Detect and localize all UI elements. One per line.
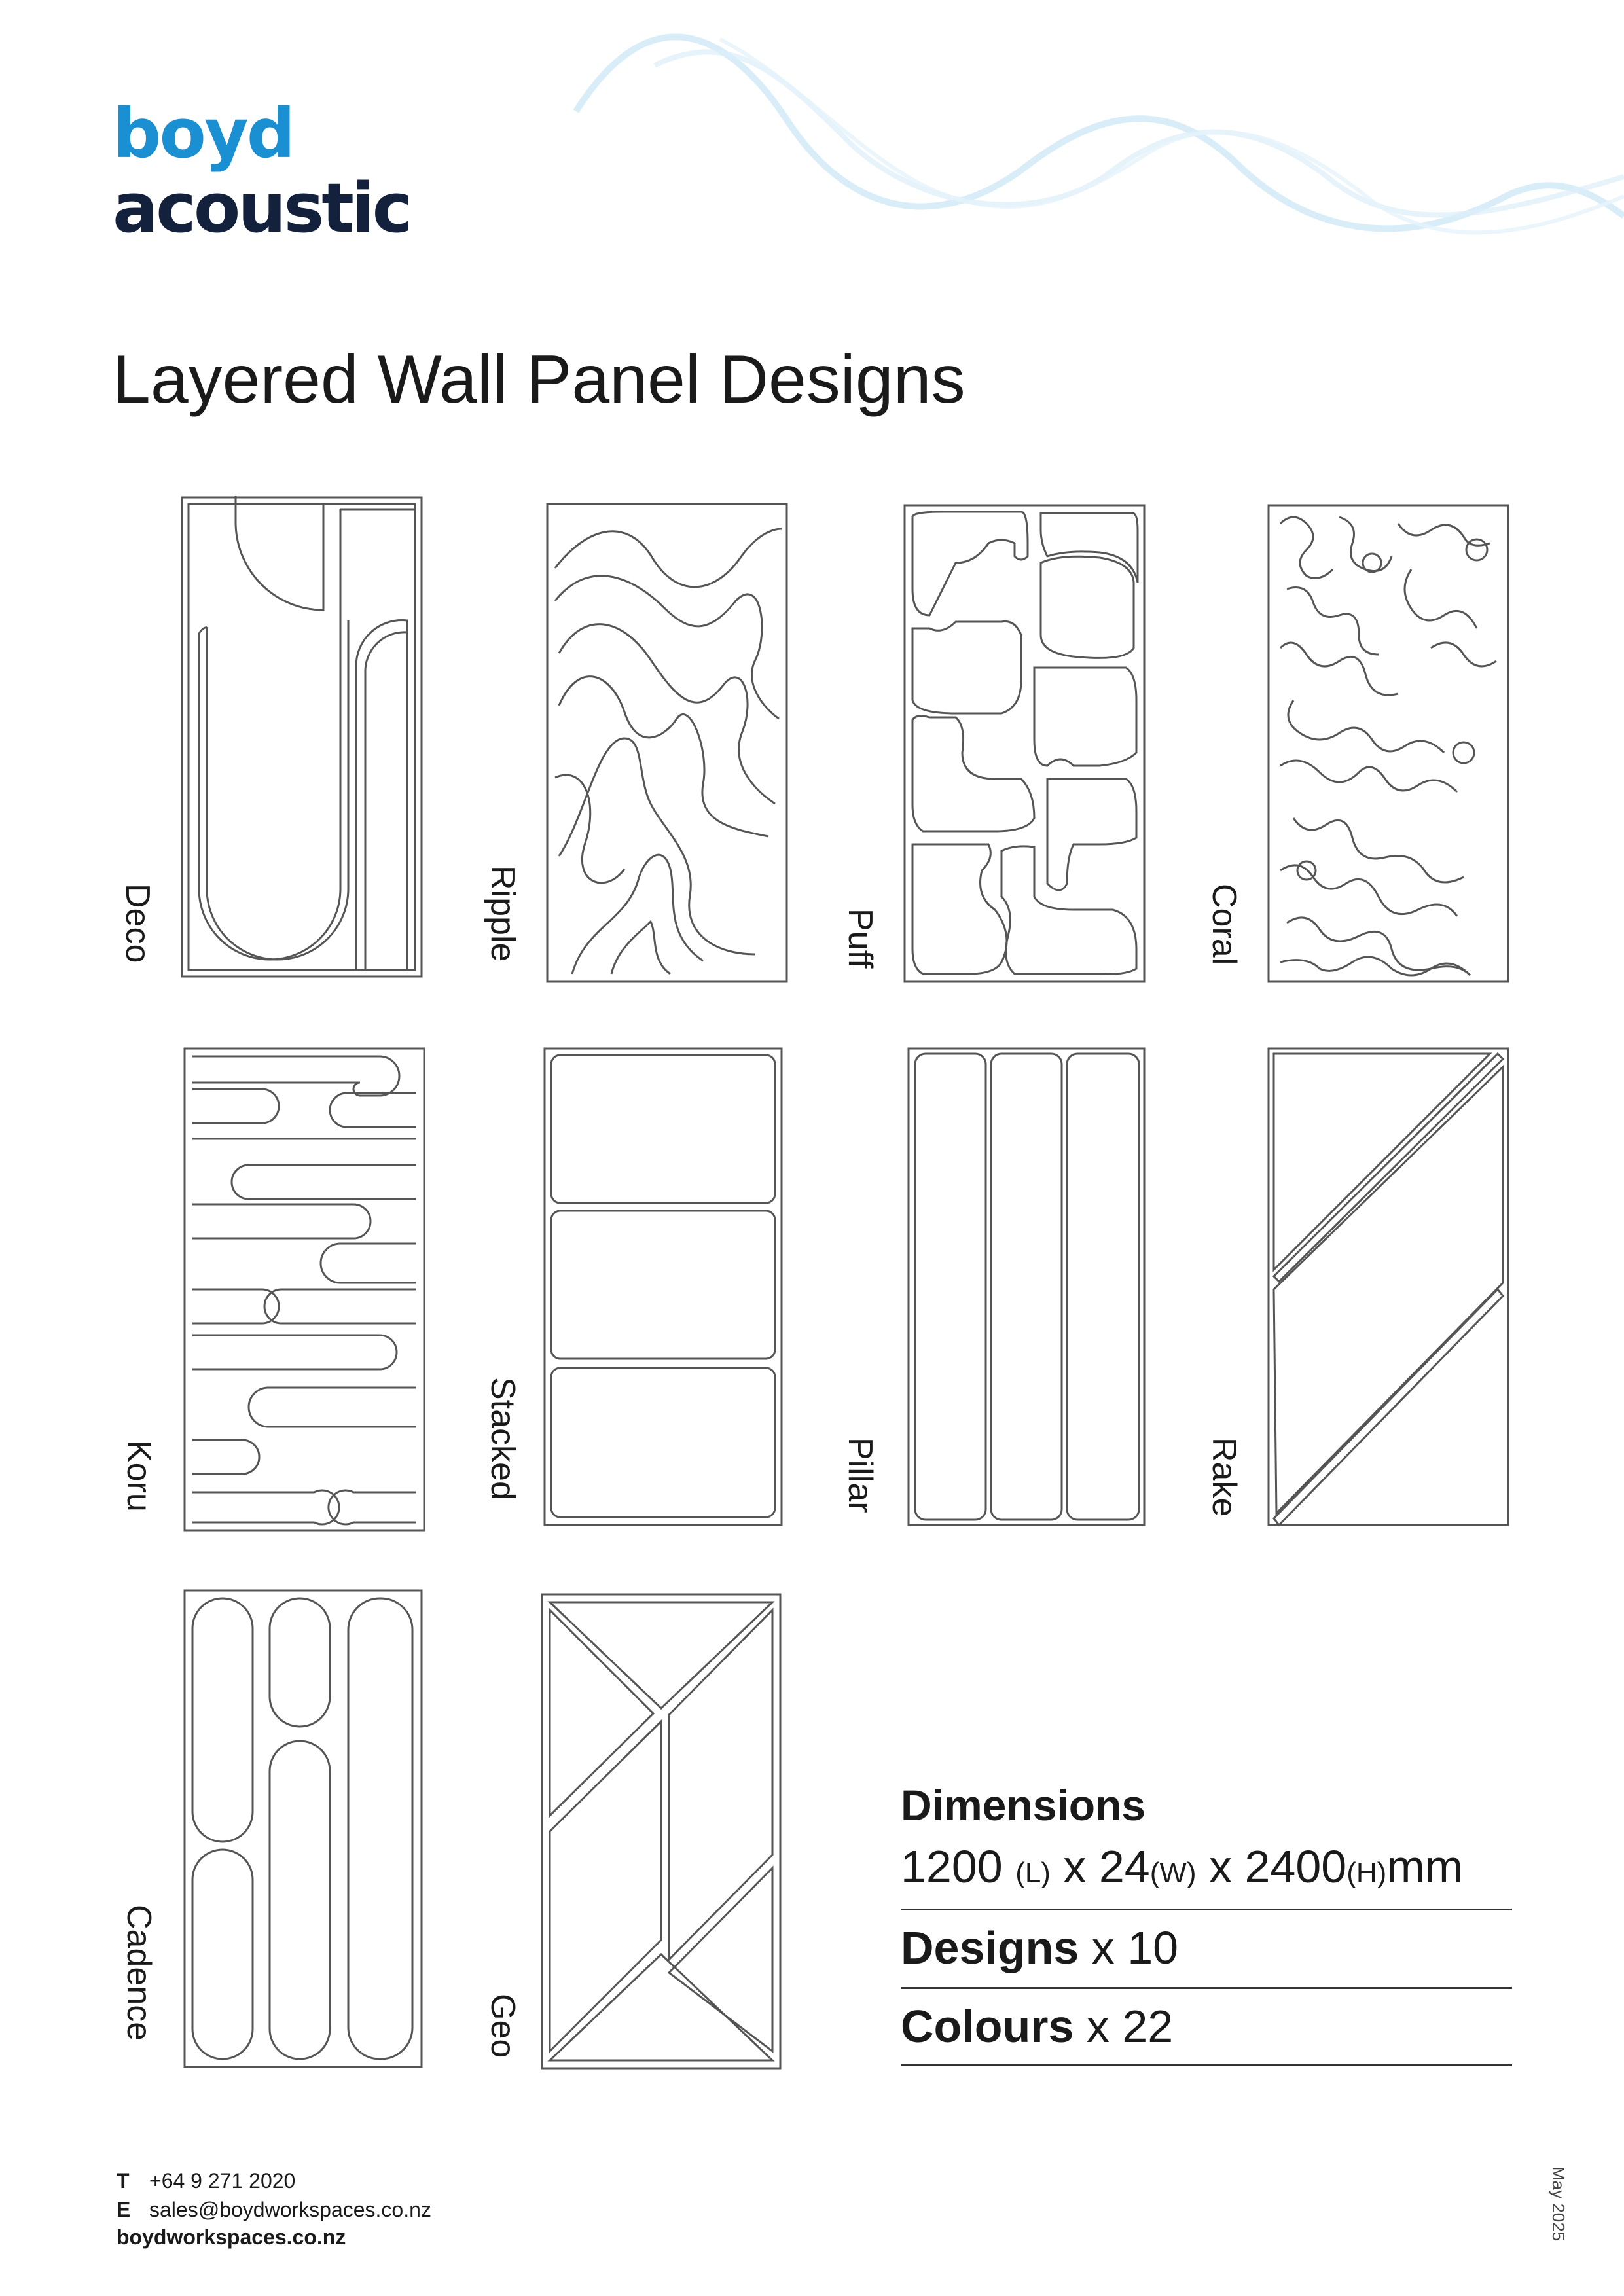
website-link[interactable]: boydworkspaces.co.nz [117,2225,346,2249]
design-label-geo: Geo [484,1994,522,2058]
panel-ripple-illustration [546,503,788,983]
dimensions-value [901,1840,1463,1899]
publication-date: May 2025 [1549,2166,1568,2242]
panel-cadence-illustration [183,1589,423,2068]
height-unit: (H) [1346,1857,1387,1889]
design-label-stacked: Stacked [484,1377,522,1500]
design-label-puff: Puff [841,908,879,969]
times-sign: x [1209,1841,1233,1892]
length-value: 1200 [901,1841,1003,1892]
design-label-deco: Deco [118,884,156,963]
email-label: E [117,2198,131,2221]
times-sign: x [1063,1841,1087,1892]
brand-logo-line-1: boyd [113,94,294,173]
email-link[interactable]: sales@boydworkspaces.co.nz [149,2198,431,2221]
panel-pillar-illustration [907,1047,1146,1526]
phone-label: T [117,2169,130,2193]
colours-label: Colours [901,2001,1074,2052]
brand-logo-line-2: acoustic [113,168,410,248]
design-label-rake: Rake [1205,1437,1243,1517]
height-value: 2400 [1244,1841,1347,1892]
design-label-pillar: Pillar [841,1437,879,1513]
panel-koru-illustration [183,1047,425,1532]
panel-stacked-illustration [543,1047,783,1526]
panel-coral-illustration [1267,504,1509,983]
designs-label: Designs [901,1922,1079,1973]
page-title: Layered Wall Panel Designs [113,342,965,418]
divider [901,2064,1512,2066]
length-unit: (L) [1015,1857,1051,1889]
mm-unit: mm [1386,1841,1463,1892]
design-label-cadence: Cadence [120,1905,158,2041]
designs-count-row [901,1922,1178,1974]
divider [901,1909,1512,1910]
width-value: 24 [1098,1841,1150,1892]
panel-geo-illustration [541,1593,782,2070]
dimensions-heading: Dimensions [901,1781,1146,1829]
colours-count: x 22 [1086,2001,1174,2052]
panel-deco-illustration [181,496,423,978]
designs-count: x 10 [1091,1922,1179,1973]
design-label-ripple: Ripple [484,865,522,962]
design-label-koru: Koru [120,1440,158,1512]
phone-number[interactable]: +64 9 271 2020 [149,2169,296,2193]
footer-email [117,2197,431,2223]
divider [901,1987,1512,1989]
design-label-coral: Coral [1205,884,1243,965]
panel-puff-illustration [903,504,1146,983]
colours-count-row [901,2000,1173,2053]
footer-phone [117,2168,295,2194]
width-unit: (W) [1149,1857,1197,1889]
panel-rake-illustration [1267,1047,1509,1526]
